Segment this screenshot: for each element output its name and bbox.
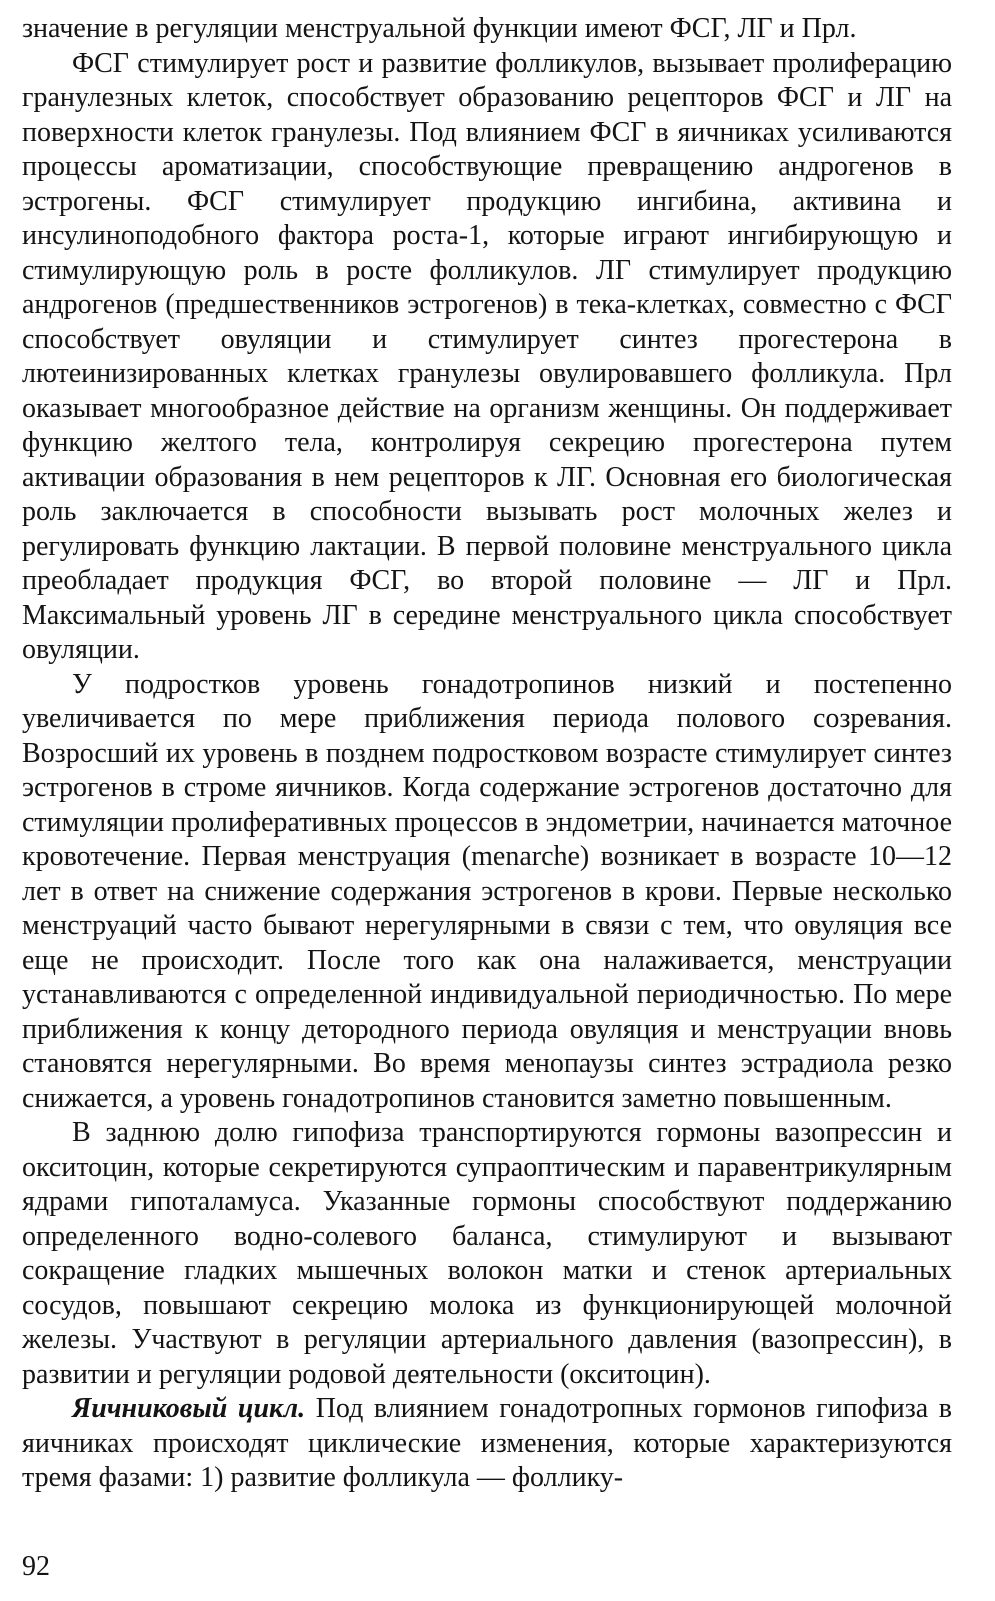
- paragraph-adolescence: У подростков уровень гонадотропинов низкий и постепенно увеличивается по мере приближения периода полового созревания. Возросший их уровень в позднем подростковом возрасте стимулирует синтез эстрогенов в строме яичников. Когда содержание эстрогенов достаточно для стимуляции пролиферативных процессов в эндометрии, начинается маточное кровотечение. Первая менструация (menarche) возникает в возрасте 10—12 лет в ответ на снижение содержания эстрогенов в крови. Первые несколько менструаций часто бывают нерегулярными в связи с тем, что овуляция все еще не происходит. После того как она налаживается, менструации устанавливаются с определенной индивидуальной периодичностью. По мере приближения к концу детородного периода овуляция и менструации вновь становятся нерегулярными. Во время менопаузы синтез эстрадиола резко снижается, а уровень гонадотропинов становится заметно повышенным.: [22, 668, 952, 1114]
- paragraph-posterior-pituitary: В заднюю долю гипофиза транспортируются гормоны вазопрессин и окситоцин, которые секретируются супраоптическим и паравентрикулярным ядрами гипоталамуса. Указанные гормоны способствуют поддержанию определенного водно-солевого баланса, стимулируют и вызывают сокращение гладких мышечных волокон матки и стенок артериальных сосудов, повышают секрецию молока из функционирующей молочной железы. Участвуют в регуляции артериального давления (вазопрессин), в развитии и регуляции родовой деятельности (окситоцин).: [22, 1117, 952, 1390]
- paragraph-ovarian-cycle-text: Под влиянием гонадотропных гормонов гипофиза в яичниках происходят циклические изменения, которые характеризуются тремя фазами: 1) развитие фолликула — фоллику-: [22, 1393, 952, 1493]
- section-run-in-heading: Яичниковый цикл.: [72, 1393, 306, 1424]
- document-page: [22, 12, 952, 1496]
- paragraph-fsh-lh-prolactin: ФСГ стимулирует рост и развитие фолликулов, вызывает пролиферацию гранулезных клеток, способствует образованию рецепторов ФСГ и ЛГ на поверхности клеток гранулезы. Под влиянием ФСГ в яичниках усиливаются процессы ароматизации, способствующие превращению андрогенов в эстрогены. ФСГ стимулирует продукцию ингибина, активина и инсулиноподобного фактора роста-1, которые играют ингибирующую и стимулирующую роль в росте фолликулов. ЛГ стимулирует продукцию андрогенов (предшественников эстрогенов) в тека-клетках, совместно с ФСГ способствует овуляции и стимулирует синтез прогестерона в лютеинизированных клетках гранулезы овулировавшего фолликула. Прл оказывает многообразное действие на организм женщины. Он поддерживает функцию желтого тела, контролируя секрецию прогестерона путем активации образования в нем рецепторов к ЛГ. Основная его биологическая роль заключается в способности вызывать рост молочных желез и регулировать функцию лактации. В первой половине менструального цикла преобладает продукция ФСГ, во второй половине — ЛГ и Прл. Максимальный уровень ЛГ в середине менструального цикла способствует овуляции.: [22, 47, 952, 665]
- page-number: 92: [22, 1551, 50, 1582]
- paragraph-continuation: значение в регуляции менструальной функции имеют ФСГ, ЛГ и Прл.: [22, 13, 857, 44]
- paragraph-ovarian-cycle: [22, 1392, 952, 1496]
